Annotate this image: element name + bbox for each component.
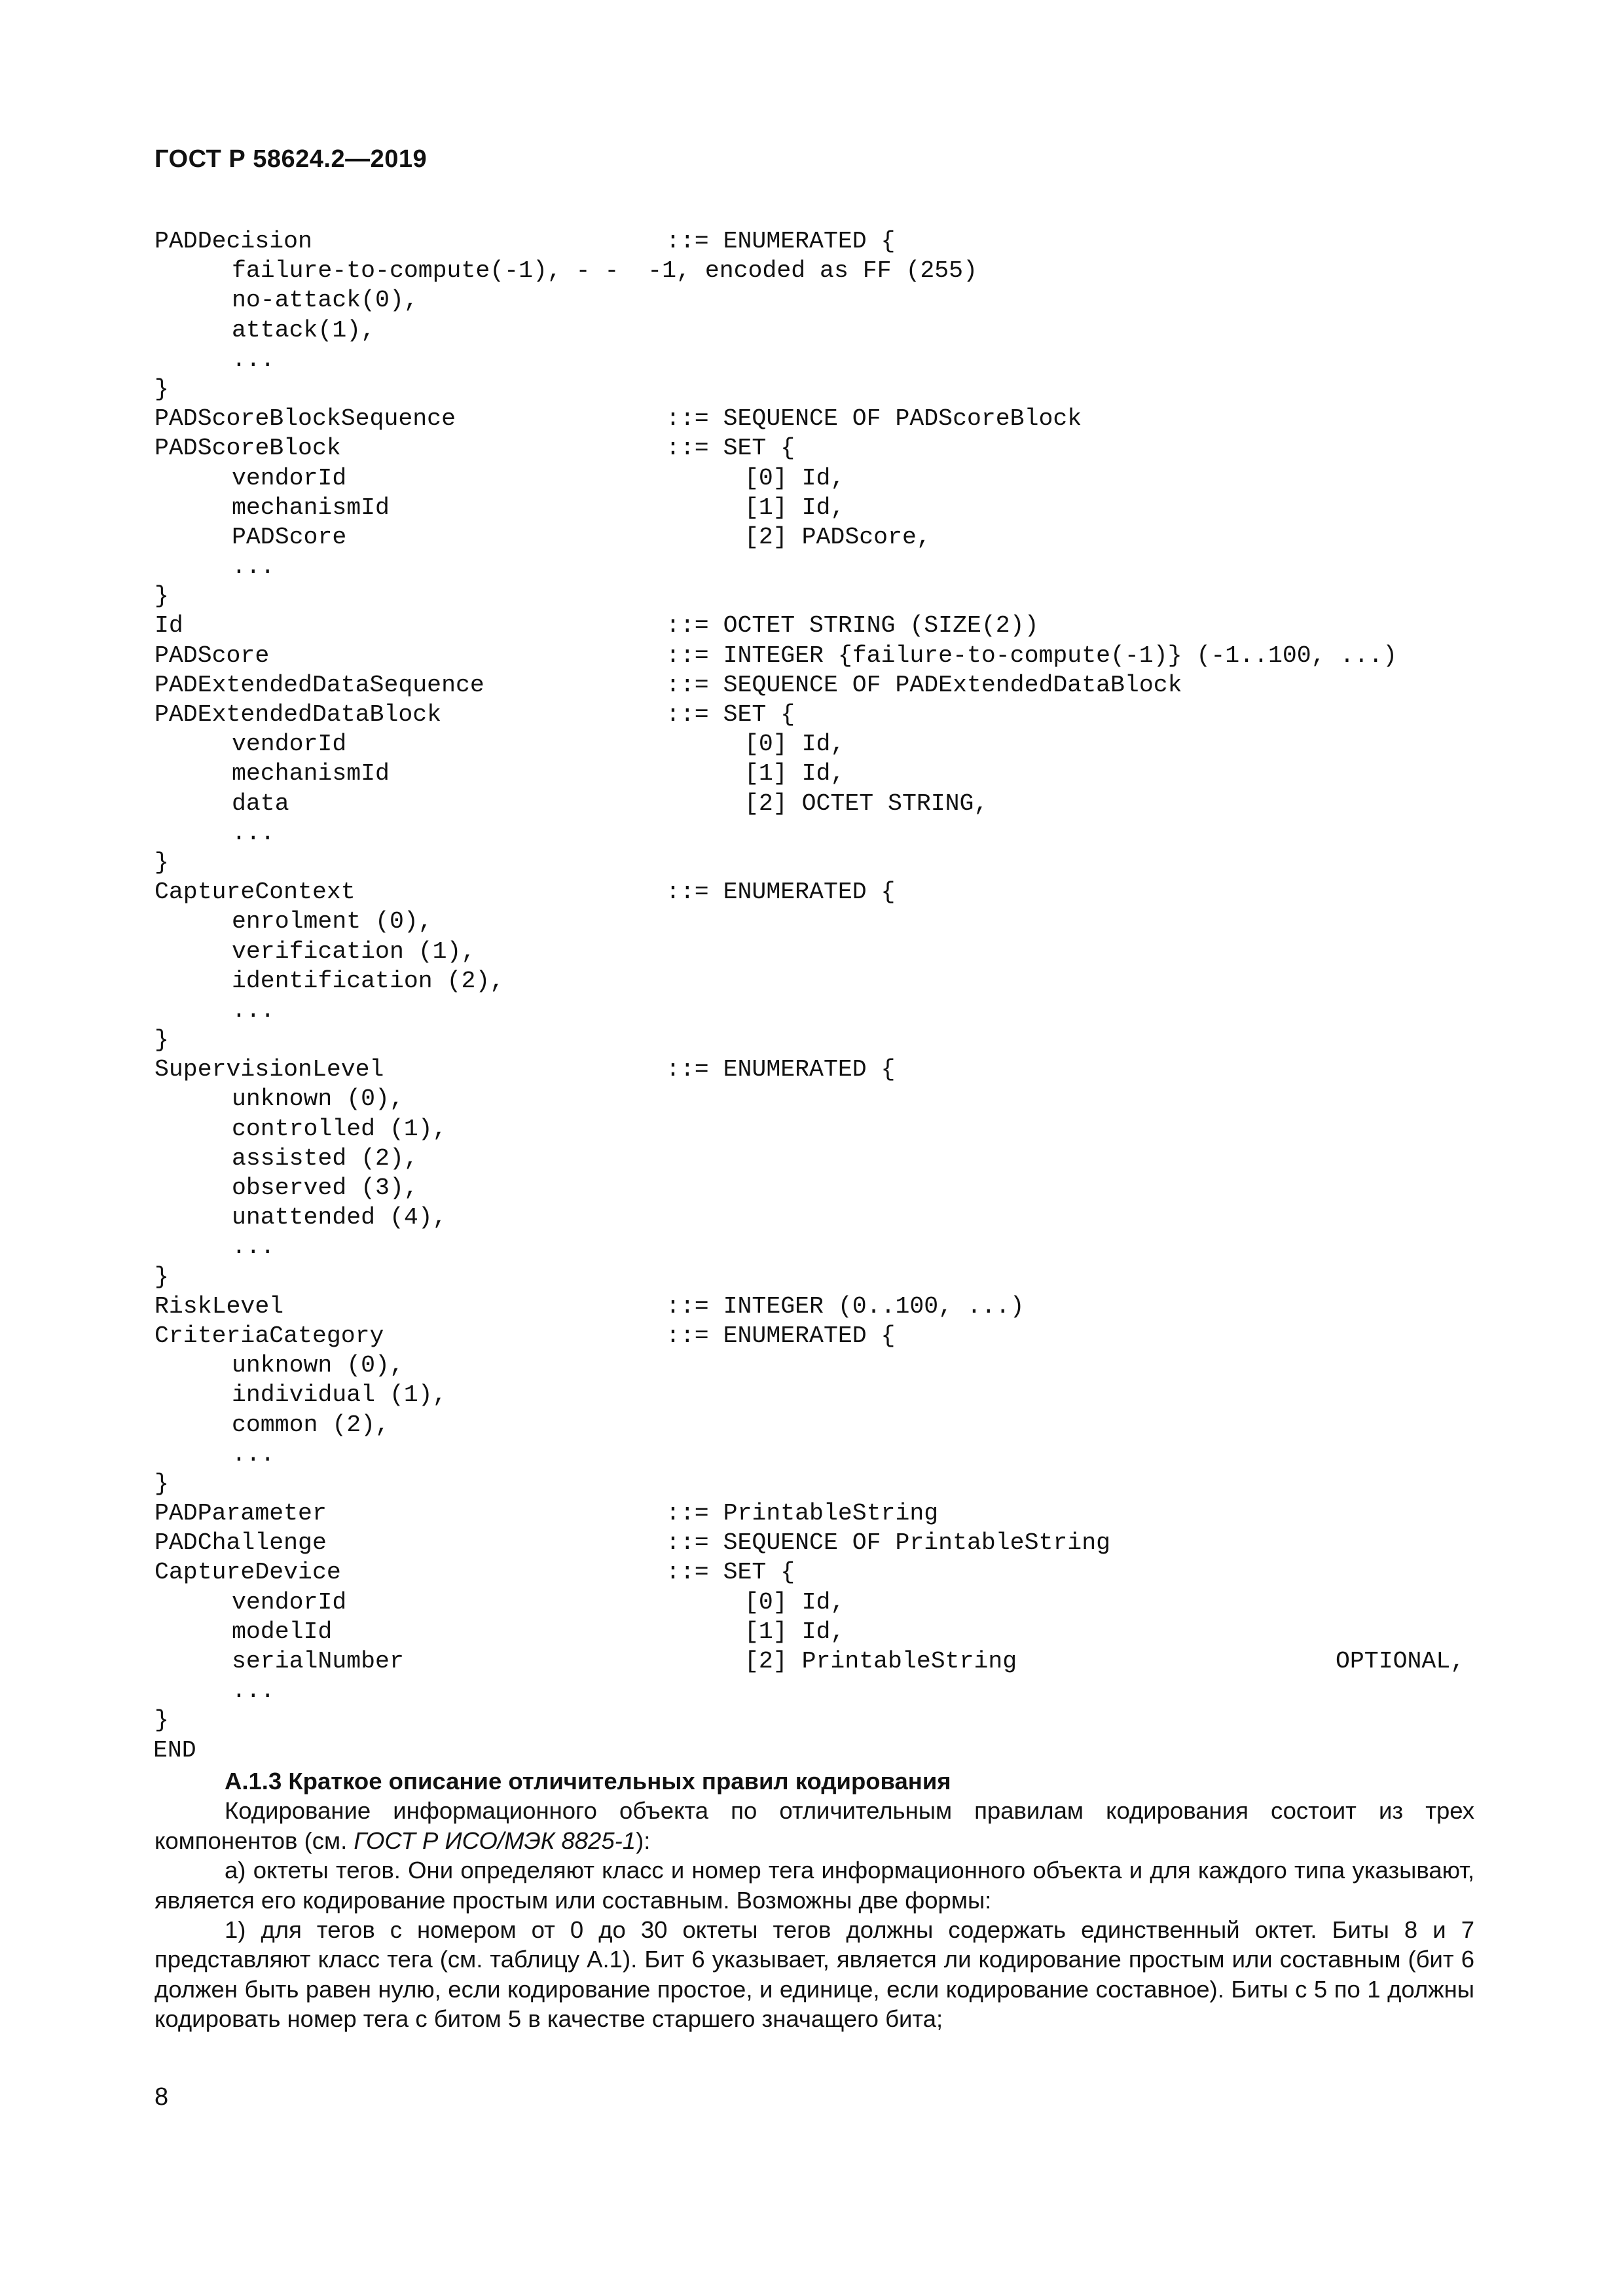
code-member: data — [232, 790, 289, 817]
code-value: [2] PADScore, — [744, 523, 931, 551]
code-value: [1] Id, — [744, 1618, 845, 1645]
code-definition: ::= PrintableString — [666, 1500, 939, 1527]
code-end: END — [153, 1736, 196, 1764]
code-name: } — [155, 1470, 169, 1497]
code-value: [0] Id, — [744, 464, 845, 492]
standard-reference: ГОСТ Р ИСО/МЭК 8825-1 — [354, 1827, 636, 1854]
code-member: attack(1), — [232, 316, 376, 344]
code-name: PADChallenge — [155, 1529, 327, 1557]
code-definition: ::= ENUMERATED { — [666, 1322, 896, 1349]
paragraph-intro — [155, 1796, 1474, 1855]
document-header: ГОСТ Р 58624.2—2019 — [155, 145, 428, 173]
code-member: serialNumber — [232, 1648, 404, 1675]
code-name: PADExtendedDataBlock — [155, 701, 442, 728]
code-member: modelId — [232, 1618, 333, 1645]
section-heading: А.1.3 Краткое описание отличительных правил кодирования — [225, 1768, 951, 1795]
code-member: identification (2), — [232, 967, 505, 994]
code-member: ... — [232, 819, 275, 847]
code-member: controlled (1), — [232, 1115, 447, 1142]
code-member: failure-to-compute(-1), - - -1, encoded as FF (255) — [232, 257, 977, 285]
code-name: PADParameter — [155, 1500, 327, 1527]
code-name: Id — [155, 612, 183, 640]
code-member: enrolment (0), — [232, 908, 433, 936]
code-name: } — [155, 1263, 169, 1290]
code-definition: ::= SET { — [666, 701, 795, 728]
code-definition: ::= INTEGER (0..100, ...) — [666, 1292, 1025, 1320]
code-name: CaptureDevice — [155, 1559, 341, 1586]
section-body — [155, 1766, 1474, 2034]
code-name: PADScoreBlock — [155, 435, 341, 462]
paragraph-item-a: а) октеты тегов. Они определяют класс и номер тега информационного объекта и для каждого типа указывают, является его кодирование простым или составным. Возможны две формы: — [155, 1857, 1474, 1914]
paragraph-intro-text: Кодирование информационного объекта по отличительным правилам кодирования состоит из трех компонентов (см. — [155, 1797, 1474, 1854]
code-name: } — [155, 848, 169, 876]
code-member: common (2), — [232, 1411, 390, 1438]
code-name: PADExtendedDataSequence — [155, 671, 484, 699]
code-member: mechanismId — [232, 494, 390, 521]
code-definition: ::= SEQUENCE OF PrintableString — [666, 1529, 1111, 1557]
code-member: verification (1), — [232, 938, 476, 965]
code-member: no-attack(0), — [232, 287, 418, 314]
code-definition: ::= OCTET STRING (SIZE(2)) — [666, 612, 1039, 640]
code-member: observed (3), — [232, 1175, 418, 1201]
code-member: unknown (0), — [232, 1352, 404, 1379]
code-value: [0] Id, — [744, 731, 845, 758]
code-name: CriteriaCategory — [155, 1322, 384, 1349]
paragraph-intro-end: ): — [636, 1827, 651, 1854]
code-definition: ::= SEQUENCE OF PADScoreBlock — [666, 405, 1082, 433]
code-member: individual (1), — [232, 1381, 447, 1409]
code-name: PADDecision — [155, 228, 312, 255]
code-name: SupervisionLevel — [155, 1056, 384, 1084]
code-value: [1] Id, — [744, 760, 845, 788]
code-value: [2] OCTET STRING, — [744, 790, 989, 817]
code-definition: ::= INTEGER {failure-to-compute(-1)} (-1..100, ...) — [666, 642, 1398, 669]
code-name: } — [155, 375, 169, 403]
code-name: } — [155, 1027, 169, 1054]
code-member: ... — [232, 1233, 275, 1261]
code-definition: ::= SET { — [666, 1559, 795, 1586]
code-member: unknown (0), — [232, 1085, 404, 1113]
code-value: [2] PrintableString — [744, 1648, 1017, 1675]
code-name: PADScoreBlockSequence — [155, 405, 456, 433]
code-value: [0] Id, — [744, 1588, 845, 1616]
paragraph-item-1: 1) для тегов с номером от 0 до 30 октеты тегов должны содержать единственный октет. Биты 8 и 7 представляют класс тега (см. таблицу А.1). Бит 6 указывает, является ли кодирование простым или составным (бит 6 должен быть равен нулю, если кодирование простое, и единице, если кодирование составное). Биты с 5 по 1 должны кодировать номер тега с битом 5 в качестве старшего значащего бита; — [155, 1916, 1474, 2033]
code-name: PADScore — [155, 642, 270, 669]
code-optional: OPTIONAL, — [1336, 1648, 1465, 1675]
code-member: mechanismId — [232, 760, 390, 788]
code-member: ... — [232, 553, 275, 581]
code-name: CaptureContext — [155, 879, 356, 906]
page-number: 8 — [155, 2083, 169, 2111]
code-member: ... — [232, 1440, 275, 1468]
code-member: vendorId — [232, 1588, 347, 1616]
code-definition: ::= SET { — [666, 435, 795, 462]
code-member: assisted (2), — [232, 1144, 418, 1172]
code-definition: ::= ENUMERATED { — [666, 879, 896, 906]
code-member: vendorId — [232, 731, 347, 758]
code-member: ... — [232, 996, 275, 1024]
code-definition: ::= ENUMERATED { — [666, 228, 896, 255]
code-name: } — [155, 583, 169, 610]
code-value: [1] Id, — [744, 494, 845, 521]
code-member: PADScore — [232, 523, 347, 551]
code-name: } — [155, 1707, 169, 1734]
code-member: ... — [232, 346, 275, 373]
code-member: ... — [232, 1677, 275, 1705]
code-name: RiskLevel — [155, 1292, 284, 1320]
code-member: unattended (4), — [232, 1204, 447, 1231]
code-definition: ::= ENUMERATED { — [666, 1056, 896, 1084]
code-definition: ::= SEQUENCE OF PADExtendedDataBlock — [666, 671, 1182, 699]
code-member: vendorId — [232, 464, 347, 492]
